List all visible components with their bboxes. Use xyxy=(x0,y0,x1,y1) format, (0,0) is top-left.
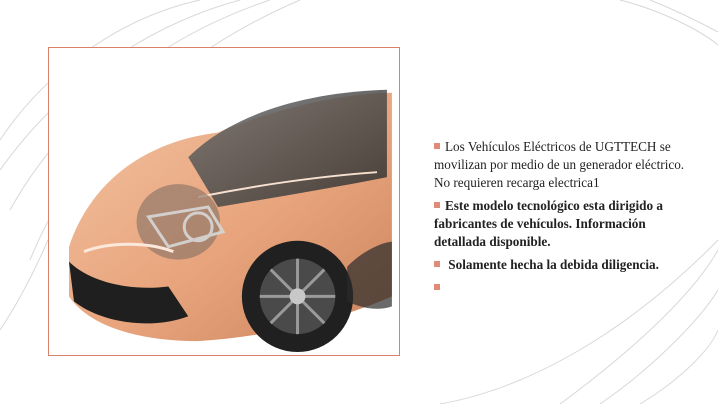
bullet-square-icon xyxy=(434,261,440,267)
car-image xyxy=(48,47,400,356)
car-cutaway-icon xyxy=(49,48,399,355)
bullet-square-icon xyxy=(434,284,440,290)
bullet-item-2 xyxy=(434,197,694,251)
bullet-text-1: Los Vehículos Eléctricos de UGTTECH se movilizan por medio de un generador eléctrico. No requieren recarga electrica1 xyxy=(434,139,685,190)
bullet-square-icon xyxy=(434,202,440,208)
bullet-item-1 xyxy=(434,138,694,192)
bullet-text-3: Solamente hecha la debida diligencia. xyxy=(445,257,659,272)
bullet-square-icon xyxy=(434,143,440,149)
bullet-item-4 xyxy=(434,279,694,297)
bullet-text-2: Este modelo tecnológico esta dirigido a fabricantes de vehículos. Información detallada disponible. xyxy=(434,198,663,249)
bullet-item-3 xyxy=(434,256,694,274)
bullet-list xyxy=(434,138,694,302)
